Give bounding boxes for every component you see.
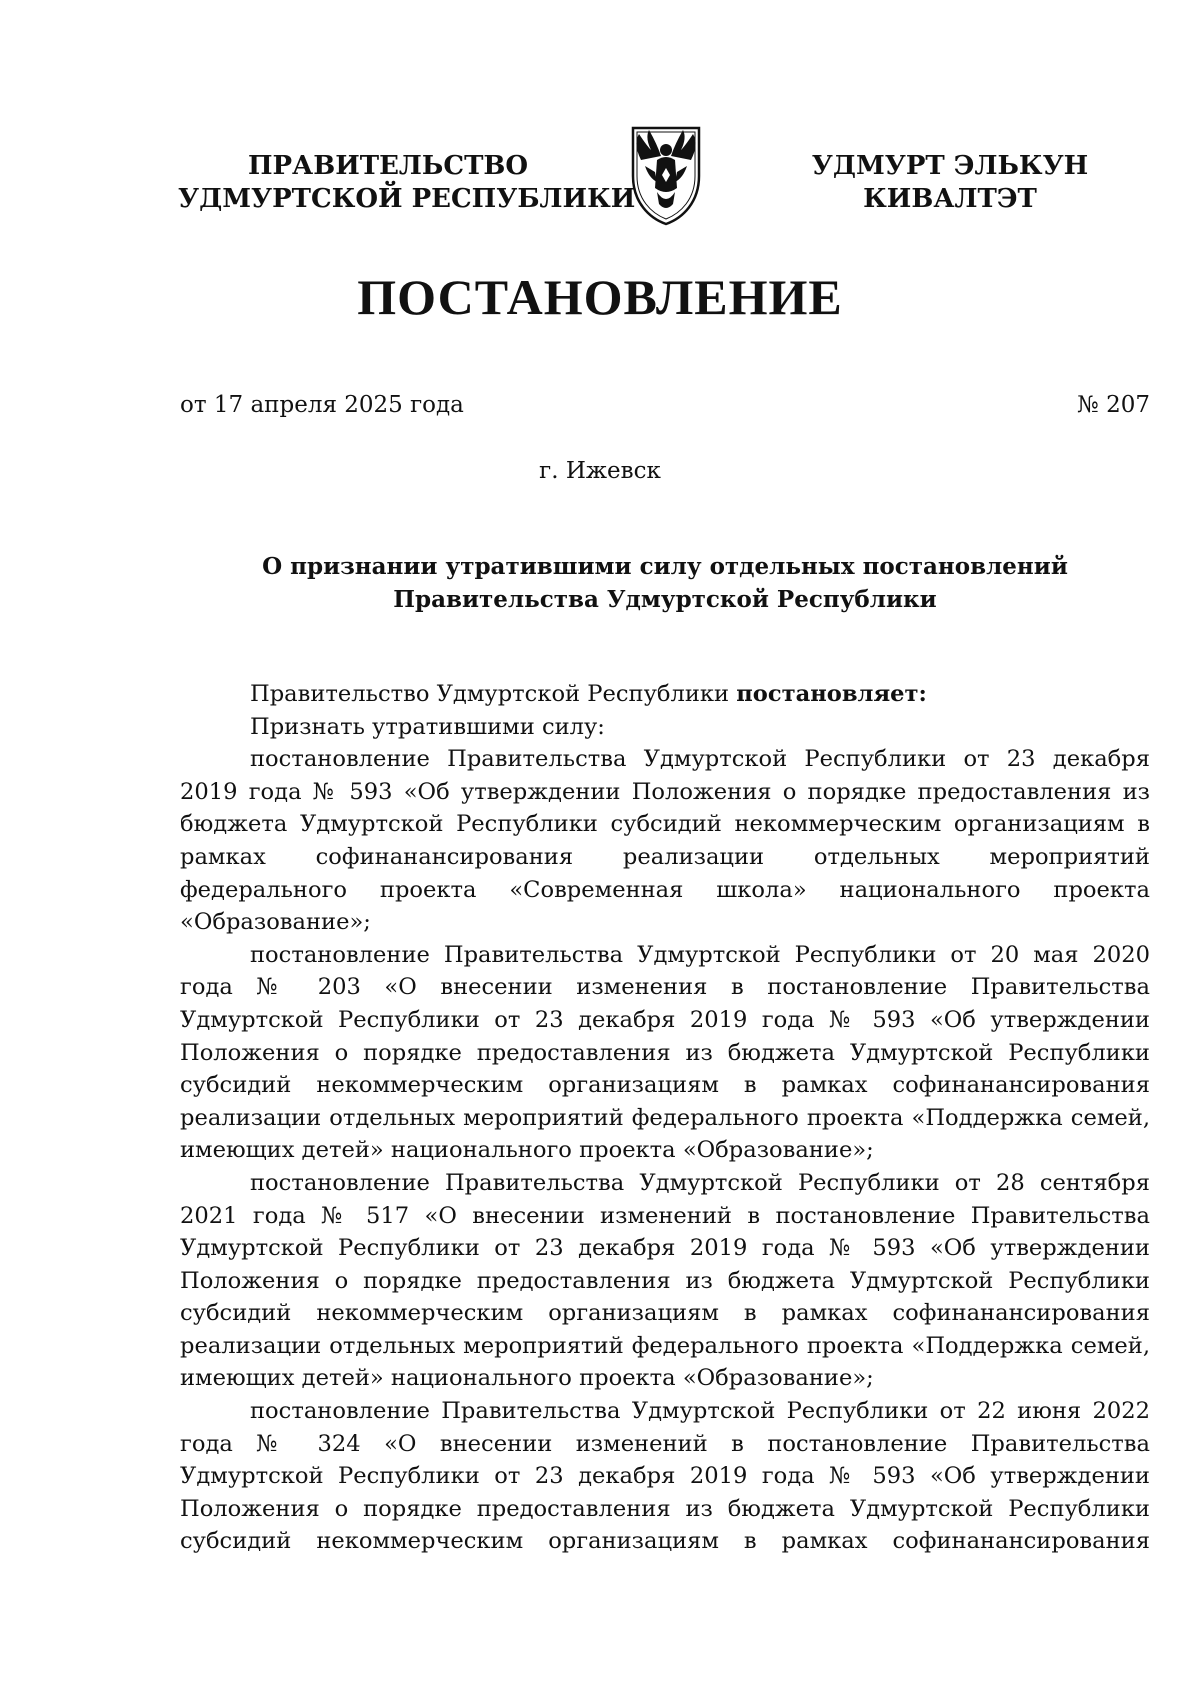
- header-right-line-1: УДМУРТ ЭЛЬКУН: [811, 151, 1089, 181]
- list-item: постановление Правительства Удмуртской Республики от 20 мая 2020 года № 203 «О внесении изменения в постановление Правительства Удмуртской Республики от 23 декабря 2019 года № 593 «Об утверждении Положения о порядке предоставления из бюджета Удмуртской Республики субсидий некоммерческим организациям в рамках софинанансирования реализации отдельных мероприятий федерального проекта «Поддержка семей, имеющих детей» национального проекта «Образование»;: [180, 941, 1150, 1164]
- document-title-line-1: О признании утратившими силу отдельных постановлений: [262, 553, 1068, 580]
- document-number: № 207: [1077, 392, 1150, 418]
- header-right-line-2: КИВАЛТЭТ: [863, 184, 1037, 214]
- intro-text: Правительство Удмуртской Республики: [250, 681, 737, 707]
- list-item: постановление Правительства Удмуртской Республики от 22 июня 2022 года № 324 «О внесении изменений в постановление Правительства Удмуртской Республики от 23 декабря 2019 года № 593 «Об утверждении Положения о порядке предоставления из бюджета Удмуртской Республики субсидий некоммерческим организациям в рамках софинанансирования: [180, 1398, 1150, 1555]
- document-type-heading: ПОСТАНОВЛЕНИЕ: [357, 269, 843, 325]
- intro-bold-text: постановляет:: [736, 681, 927, 707]
- document-city: г. Ижевск: [539, 458, 661, 484]
- header-left-line-2: УДМУРТСКОЙ РЕСПУБЛИКИ: [178, 184, 636, 214]
- list-item: постановление Правительства Удмуртской Республики от 23 декабря 2019 года № 593 «Об утверждении Положения о порядке предоставления из бюджета Удмуртской Республики субсидий некоммерческим организациям в рамках софинанансирования реализации отдельных мероприятий федерального проекта «Современная школа» национального проекта «Образование»;: [180, 746, 1150, 936]
- document-title-line-2: Правительства Удмуртской Республики: [393, 586, 937, 613]
- intro-paragraph: [180, 678, 1150, 711]
- document-date: от 17 апреля 2025 года: [180, 392, 464, 418]
- header-left-org-name: [178, 150, 636, 216]
- udmurt-coat-of-arms-icon: [627, 120, 705, 228]
- document-title: [180, 550, 1150, 616]
- declare-paragraph: Признать утратившими силу:: [250, 713, 605, 740]
- list-item: постановление Правительства Удмуртской Республики от 28 сентября 2021 года № 517 «О внесении изменений в постановление Правительства Удмуртской Республики от 23 декабря 2019 года № 593 «Об утверждении Положения о порядке предоставления из бюджета Удмуртской Республики субсидий некоммерческим организациям в рамках софинанансирования реализации отдельных мероприятий федерального проекта «Поддержка семей, имеющих детей» национального проекта «Образование»;: [180, 1169, 1150, 1392]
- document-meta-row: [180, 392, 1150, 426]
- header-left-line-1: ПРАВИТЕЛЬСТВО: [247, 151, 529, 181]
- document-body: [180, 678, 1150, 1558]
- header-right-org-name: [810, 150, 1090, 216]
